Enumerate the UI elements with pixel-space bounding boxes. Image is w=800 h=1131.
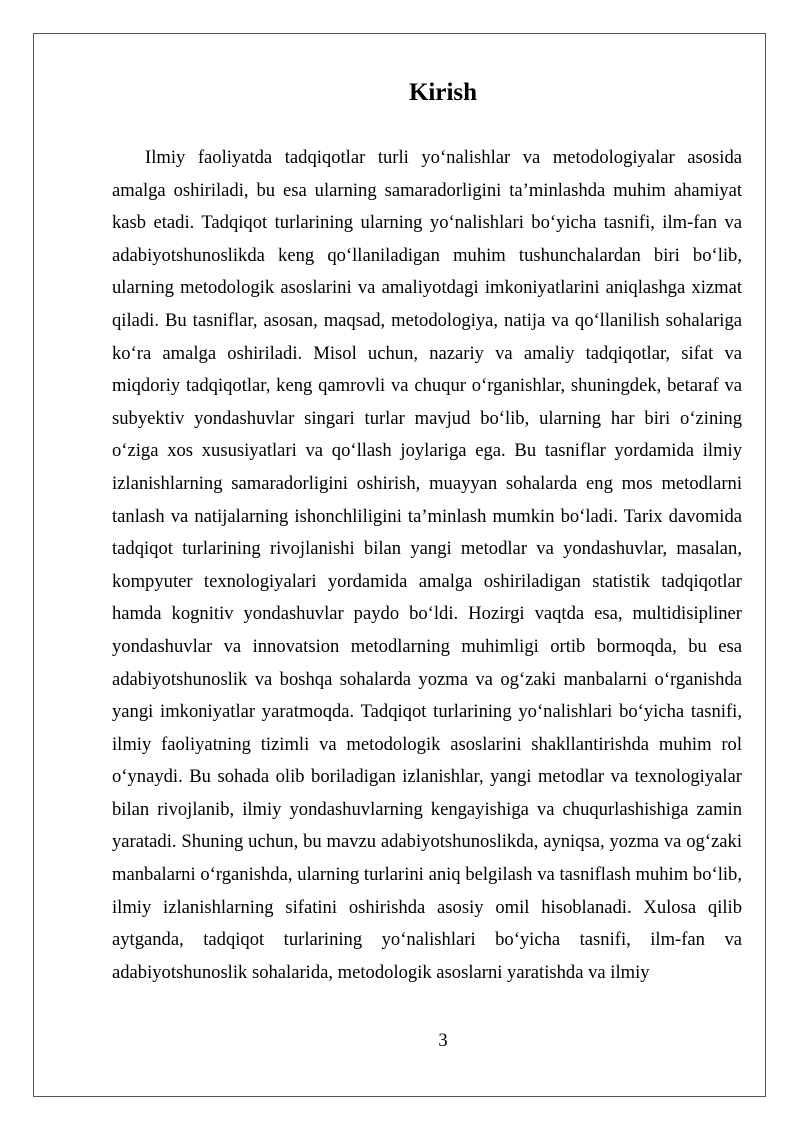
page-number: 3: [438, 1030, 448, 1051]
body-paragraph: Ilmiy faoliyatda tadqiqotlar turli yo‘nalishlar va metodologiyalar asosida amalga oshiriladi, bu esa ularning samaradorligini ta’minlashda muhim ahamiyat kasb etadi. Tadqiqot turlarining ularning yo‘nalishlari bo‘yicha tasnifi, ilm-fan va adabiyotshunoslikda keng qo‘llaniladigan muhim tushunchalardan biri bo‘lib, ularning metodologik asoslarini va amaliyotdagi imkoniyatlarini aniqlashga xizmat qiladi. Bu tasniflar, asosan, maqsad, metodologiya, natija va qo‘llanilish sohalariga ko‘ra amalga oshiriladi. Misol uchun, nazariy va amaliy tadqiqotlar, sifat va miqdoriy tadqiqotlar, keng qamrovli va chuqur o‘rganishlar, shuningdek, betaraf va subyektiv yondashuvlar singari turlar mavjud bo‘lib, ularning har biri o‘zining o‘ziga xos xususiyatlari va qo‘llash joylariga ega. Bu tasniflar yordamida ilmiy izlanishlarning samaradorligini oshirish, muayyan sohalarda eng mos metodlarni tanlash va natijalarning ishonchliligini ta’minlash mumkin bo‘ladi. Tarix davomida tadqiqot turlarining rivojlanishi bilan yangi metodlar va yondashuvlar, masalan, kompyuter texnologiyalari yordamida amalga oshiriladigan statistik tadqiqotlar hamda kognitiv yondashuvlar paydo bo‘ldi. Hozirgi vaqtda esa, multidisipliner yondashuvlar va innovatsion metodlarning muhimligi ortib bormoqda, bu esa adabiyotshunoslik va boshqa sohalarda yozma va og‘zaki manbalarni o‘rganishda yangi imkoniyatlar yaratmoqda. Tadqiqot turlarining yo‘nalishlari bo‘yicha tasnifi, ilmiy faoliyatning tizimli va metodologik asoslarini shakllantirishda muhim rol o‘ynaydi. Bu sohada olib boriladigan izlanishlar, yangi metodlar va texnologiyalar bilan rivojlanib, ilmiy yondashuvlarning kengayishiga va chuqurlashishiga zamin yaratadi. Shuning uchun, bu mavzu adabiyotshunoslikda, ayniqsa, yozma va og‘zaki manbalarni o‘rganishda, ularning turlarini aniq belgilash va tasniflash muhim bo‘lib, ilmiy izlanishlarning sifatini oshirishda asosiy omil hisoblanadi. Xulosa qilib aytganda, tadqiqot turlarining yo‘nalishlari bo‘yicha tasnifi, ilm-fan va adabiyotshunoslik sohalarida, metodologik asoslarni yaratishda va ilmiy: [112, 147, 742, 983]
page-title: Kirish: [408, 79, 478, 106]
